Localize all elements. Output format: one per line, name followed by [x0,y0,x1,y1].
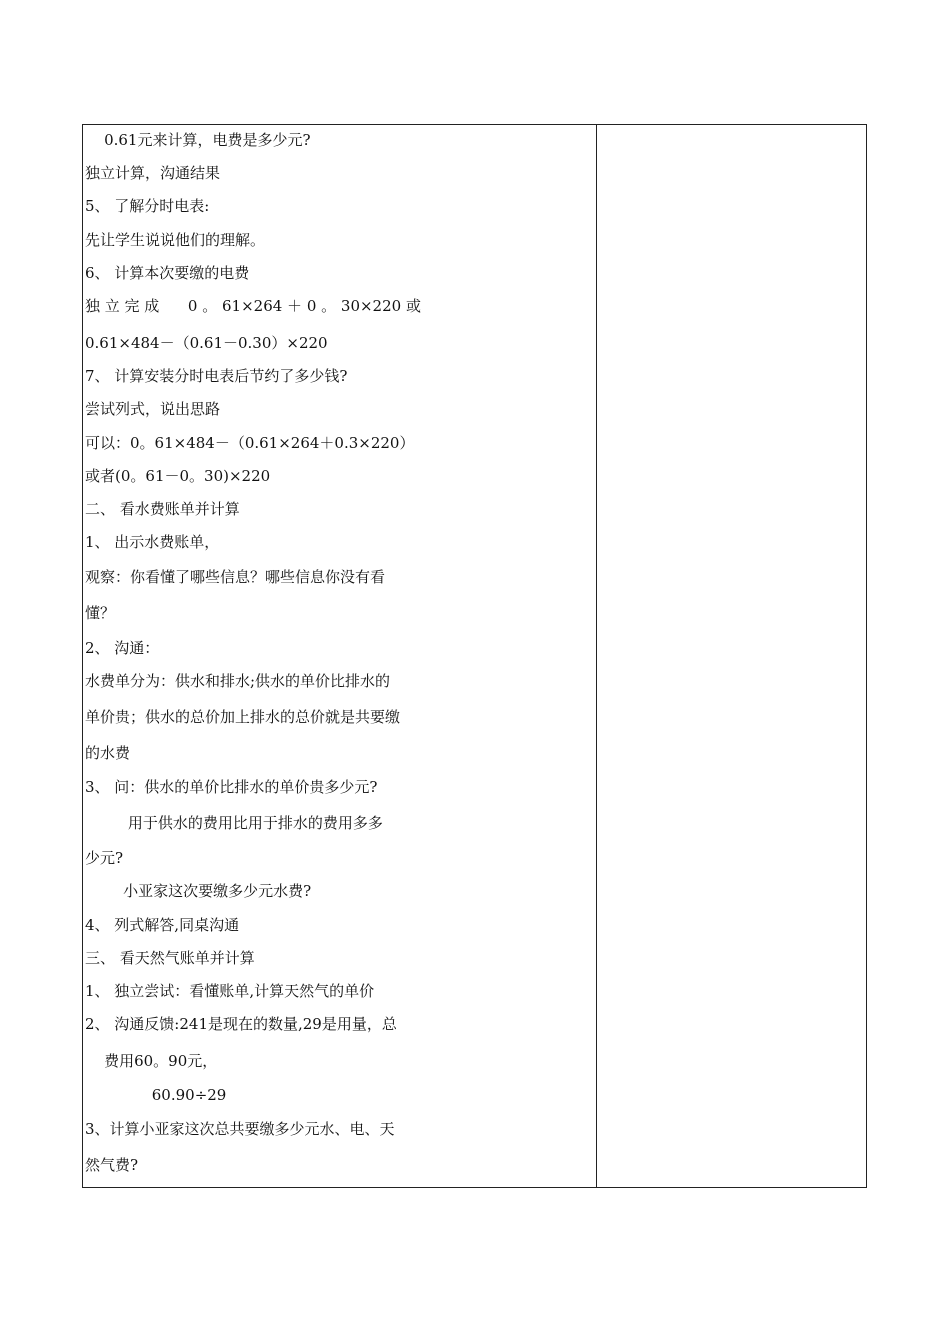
text-line: 1、 出示水费账单， [85,533,220,551]
text-line: 观察：你看懂了哪些信息？哪些信息你没有看 [85,568,386,586]
text-line: 1、 独立尝试：看懂账单,计算天然气的单价 [85,982,375,1000]
column-divider [596,125,597,1187]
text-line: 先让学生说说他们的理解。 [85,231,266,249]
text-line: 3、计算小亚家这次总共要缴多少元水、电、天 [85,1120,395,1138]
text-line: 0.61元来计算，电费是多少元? [85,131,311,149]
text-line: 三、 看天然气账单并计算 [85,949,255,967]
text-line: 独立计算，沟通结果 [85,164,221,182]
text-line: 费用60。90元， [85,1052,218,1070]
text-line: 懂？ [85,604,116,622]
text-line: 2、 沟通反馈:241是现在的数量,29是用量，总 [85,1015,397,1033]
text-line: 然气费? [85,1156,139,1174]
text-line: 可以：0。61×484－（0.61×264＋0.3×220） [85,434,415,452]
text-line: 0.61×484－（0.61－0.30）×220 [85,334,328,352]
text-line: 3、 问：供水的单价比排水的单价贵多少元? [85,778,378,796]
text-line: 或者(0。61－0。30)×220 [85,467,271,485]
text-line: 用于供水的费用比用于排水的费用多多 [85,814,383,832]
text-line: 4、 列式解答,同桌沟通 [85,916,240,934]
text-line: 60.90÷29 [85,1086,227,1104]
text-line: 2、 沟通： [85,639,160,657]
text-line: 7、 计算安装分时电表后节约了多少钱? [85,367,348,385]
document-table [82,124,867,1188]
text-line: 二、 看水费账单并计算 [85,500,240,518]
text-line: 少元? [85,849,124,867]
text-line: 尝试列式，说出思路 [85,400,221,418]
right-cell [598,125,866,1187]
text-line: 6、 计算本次要缴的电费 [85,264,250,282]
text-line: 5、 了解分时电表: [85,197,210,215]
text-line: 单价贵；供水的总价加上排水的总价就是共要缴 [85,708,401,726]
text-line: 小亚家这次要缴多少元水费? [85,882,312,900]
text-line: 的水费 [85,744,131,762]
left-cell [83,125,596,1187]
text-line: 水费单分为：供水和排水;供水的单价比排水的 [85,672,391,690]
text-line: 独 立 完 成 0 。 61×264 ＋ 0 。 30×220 或 [85,297,421,315]
